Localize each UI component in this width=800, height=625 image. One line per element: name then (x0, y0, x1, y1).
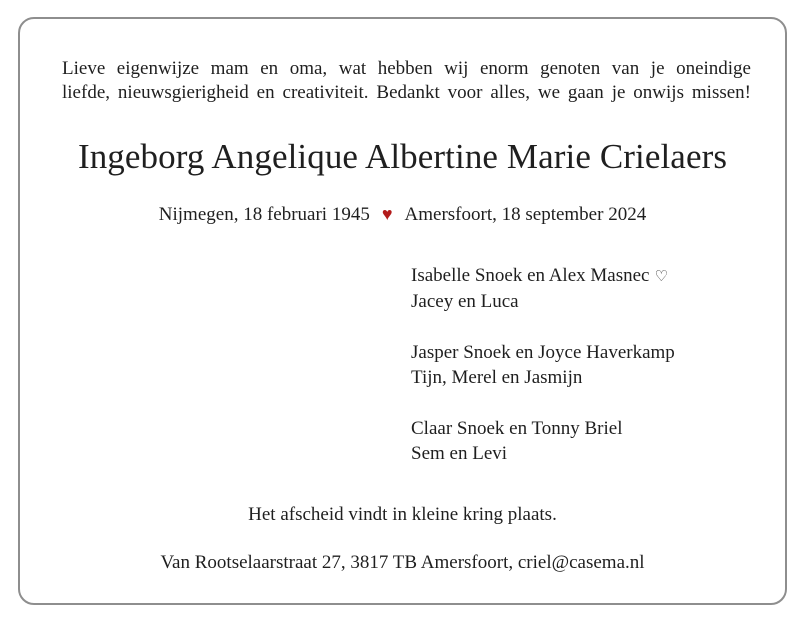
birth-place-date: Nijmegen, 18 februari 1945 (158, 204, 370, 225)
family-group-1-names: Isabelle Snoek en Alex Masnec (411, 265, 650, 286)
heart-icon: ♥ (381, 204, 393, 224)
intro-line-1: Lieve eigenwijze mam en oma, wat hebben wij enorm genoten van je oneindige (62, 58, 751, 79)
family-group-1-line-2: Jacey en Luca (411, 291, 519, 312)
outline-heart-icon: ♡ (654, 267, 668, 285)
family-group-3-line-1: Claar Snoek en Tonny Briel (411, 418, 623, 439)
intro-text (62, 57, 751, 105)
family-group-1-line-1 (411, 263, 675, 289)
obituary-card (18, 17, 787, 605)
family-group-3-line-2: Sem en Levi (411, 443, 508, 464)
family-group-1 (411, 263, 675, 314)
contact-address: Van Rootselaarstraat 27, 3817 TB Amersfoort, criel@casema.nl (160, 552, 645, 573)
farewell-text: Het afscheid vindt in kleine kring plaats. (248, 504, 557, 525)
family-group-2 (411, 340, 675, 390)
life-dates (20, 202, 785, 227)
family-group-2-line-1: Jasper Snoek en Joyce Haverkamp (411, 342, 675, 363)
family-list (411, 263, 675, 492)
family-group-2-line-2: Tijn, Merel en Jasmijn (411, 367, 583, 388)
death-place-date: Amersfoort, 18 september 2024 (404, 204, 647, 225)
deceased-name: Ingeborg Angelique Albertine Marie Crielaers (77, 137, 728, 176)
family-group-3 (411, 416, 675, 466)
intro-line-2: liefde, nieuwsgierigheid en creativiteit. Bedankt voor alles, we gaan je onwijs missen! (62, 82, 751, 103)
